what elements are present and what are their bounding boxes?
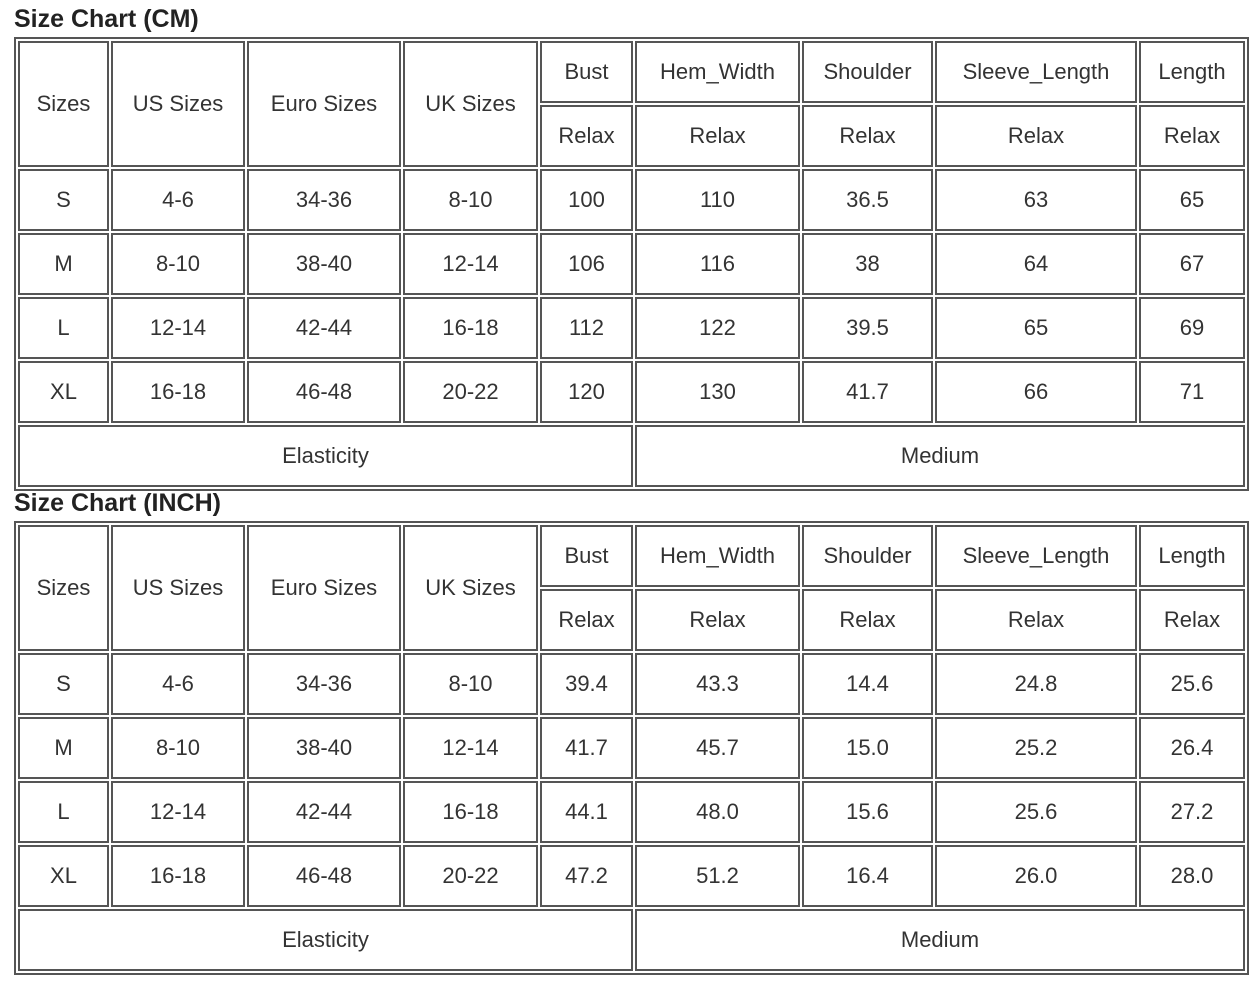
fit-length: Relax (1139, 589, 1245, 651)
cell-hem-width: 48.0 (635, 781, 800, 843)
header-uk-sizes: UK Sizes (403, 41, 538, 167)
size-chart-inch-table (14, 521, 1249, 975)
cell-size: S (18, 169, 109, 231)
cell-sleeve-length: 66 (935, 361, 1137, 423)
fit-sleeve-length: Relax (935, 105, 1137, 167)
header-row (18, 41, 1245, 103)
cell-size: L (18, 781, 109, 843)
cell-euro-size: 42-44 (247, 781, 401, 843)
cell-bust: 100 (540, 169, 633, 231)
cell-length: 27.2 (1139, 781, 1245, 843)
header-bust: Bust (540, 525, 633, 587)
cell-length: 28.0 (1139, 845, 1245, 907)
elasticity-label: Elasticity (18, 909, 633, 971)
cell-size: XL (18, 845, 109, 907)
elasticity-value: Medium (635, 909, 1245, 971)
table-row (18, 781, 1245, 843)
cell-euro-size: 34-36 (247, 653, 401, 715)
fit-bust: Relax (540, 105, 633, 167)
table-row (18, 717, 1245, 779)
cell-hem-width: 122 (635, 297, 800, 359)
cell-shoulder: 16.4 (802, 845, 933, 907)
cell-shoulder: 41.7 (802, 361, 933, 423)
table-row (18, 233, 1245, 295)
fit-length: Relax (1139, 105, 1245, 167)
header-sleeve-length: Sleeve_Length (935, 525, 1137, 587)
header-uk-sizes: UK Sizes (403, 525, 538, 651)
cell-euro-size: 46-48 (247, 361, 401, 423)
cell-us-size: 16-18 (111, 361, 245, 423)
cell-euro-size: 42-44 (247, 297, 401, 359)
cell-shoulder: 36.5 (802, 169, 933, 231)
fit-hem-width: Relax (635, 589, 800, 651)
size-chart-inch-title: Size Chart (INCH) (14, 489, 221, 517)
cell-euro-size: 38-40 (247, 233, 401, 295)
cell-euro-size: 34-36 (247, 169, 401, 231)
cell-length: 67 (1139, 233, 1245, 295)
cell-sleeve-length: 63 (935, 169, 1137, 231)
table-row (18, 297, 1245, 359)
cell-bust: 112 (540, 297, 633, 359)
cell-us-size: 12-14 (111, 297, 245, 359)
cell-uk-size: 20-22 (403, 361, 538, 423)
size-chart-cm-title: Size Chart (CM) (14, 5, 199, 33)
cell-hem-width: 110 (635, 169, 800, 231)
header-length: Length (1139, 525, 1245, 587)
cell-length: 69 (1139, 297, 1245, 359)
cell-size: XL (18, 361, 109, 423)
cell-size: L (18, 297, 109, 359)
cell-sleeve-length: 64 (935, 233, 1137, 295)
cell-length: 65 (1139, 169, 1245, 231)
header-row (18, 525, 1245, 587)
fit-shoulder: Relax (802, 105, 933, 167)
size-chart-cm-table (14, 37, 1249, 491)
cell-bust: 106 (540, 233, 633, 295)
header-hem-width: Hem_Width (635, 525, 800, 587)
header-sizes: Sizes (18, 41, 109, 167)
header-us-sizes: US Sizes (111, 41, 245, 167)
header-sleeve-length: Sleeve_Length (935, 41, 1137, 103)
header-shoulder: Shoulder (802, 41, 933, 103)
cell-shoulder: 39.5 (802, 297, 933, 359)
cell-sleeve-length: 26.0 (935, 845, 1137, 907)
cell-sleeve-length: 24.8 (935, 653, 1137, 715)
cell-us-size: 16-18 (111, 845, 245, 907)
cell-uk-size: 20-22 (403, 845, 538, 907)
elasticity-label: Elasticity (18, 425, 633, 487)
header-euro-sizes: Euro Sizes (247, 525, 401, 651)
cell-uk-size: 12-14 (403, 233, 538, 295)
cell-uk-size: 16-18 (403, 781, 538, 843)
cell-length: 26.4 (1139, 717, 1245, 779)
fit-shoulder: Relax (802, 589, 933, 651)
cell-us-size: 8-10 (111, 233, 245, 295)
cell-shoulder: 15.0 (802, 717, 933, 779)
cell-shoulder: 15.6 (802, 781, 933, 843)
header-length: Length (1139, 41, 1245, 103)
cell-us-size: 12-14 (111, 781, 245, 843)
cell-hem-width: 51.2 (635, 845, 800, 907)
fit-hem-width: Relax (635, 105, 800, 167)
cell-euro-size: 46-48 (247, 845, 401, 907)
cell-hem-width: 45.7 (635, 717, 800, 779)
cell-length: 71 (1139, 361, 1245, 423)
cell-size: M (18, 233, 109, 295)
header-shoulder: Shoulder (802, 525, 933, 587)
cell-size: M (18, 717, 109, 779)
cell-euro-size: 38-40 (247, 717, 401, 779)
cell-uk-size: 8-10 (403, 169, 538, 231)
table-row (18, 361, 1245, 423)
cell-sleeve-length: 25.6 (935, 781, 1137, 843)
cell-shoulder: 38 (802, 233, 933, 295)
cell-length: 25.6 (1139, 653, 1245, 715)
header-hem-width: Hem_Width (635, 41, 800, 103)
header-euro-sizes: Euro Sizes (247, 41, 401, 167)
cell-shoulder: 14.4 (802, 653, 933, 715)
cell-size: S (18, 653, 109, 715)
footer-row (18, 909, 1245, 971)
cell-us-size: 4-6 (111, 169, 245, 231)
footer-row (18, 425, 1245, 487)
header-sizes: Sizes (18, 525, 109, 651)
cell-hem-width: 43.3 (635, 653, 800, 715)
cell-uk-size: 12-14 (403, 717, 538, 779)
fit-sleeve-length: Relax (935, 589, 1137, 651)
cell-us-size: 8-10 (111, 717, 245, 779)
cell-us-size: 4-6 (111, 653, 245, 715)
cell-hem-width: 116 (635, 233, 800, 295)
table-row (18, 169, 1245, 231)
cell-sleeve-length: 65 (935, 297, 1137, 359)
header-us-sizes: US Sizes (111, 525, 245, 651)
elasticity-value: Medium (635, 425, 1245, 487)
header-bust: Bust (540, 41, 633, 103)
table-row (18, 653, 1245, 715)
cell-sleeve-length: 25.2 (935, 717, 1137, 779)
cell-hem-width: 130 (635, 361, 800, 423)
cell-uk-size: 16-18 (403, 297, 538, 359)
cell-bust: 39.4 (540, 653, 633, 715)
cell-bust: 47.2 (540, 845, 633, 907)
table-row (18, 845, 1245, 907)
cell-bust: 120 (540, 361, 633, 423)
cell-uk-size: 8-10 (403, 653, 538, 715)
cell-bust: 41.7 (540, 717, 633, 779)
fit-bust: Relax (540, 589, 633, 651)
cell-bust: 44.1 (540, 781, 633, 843)
